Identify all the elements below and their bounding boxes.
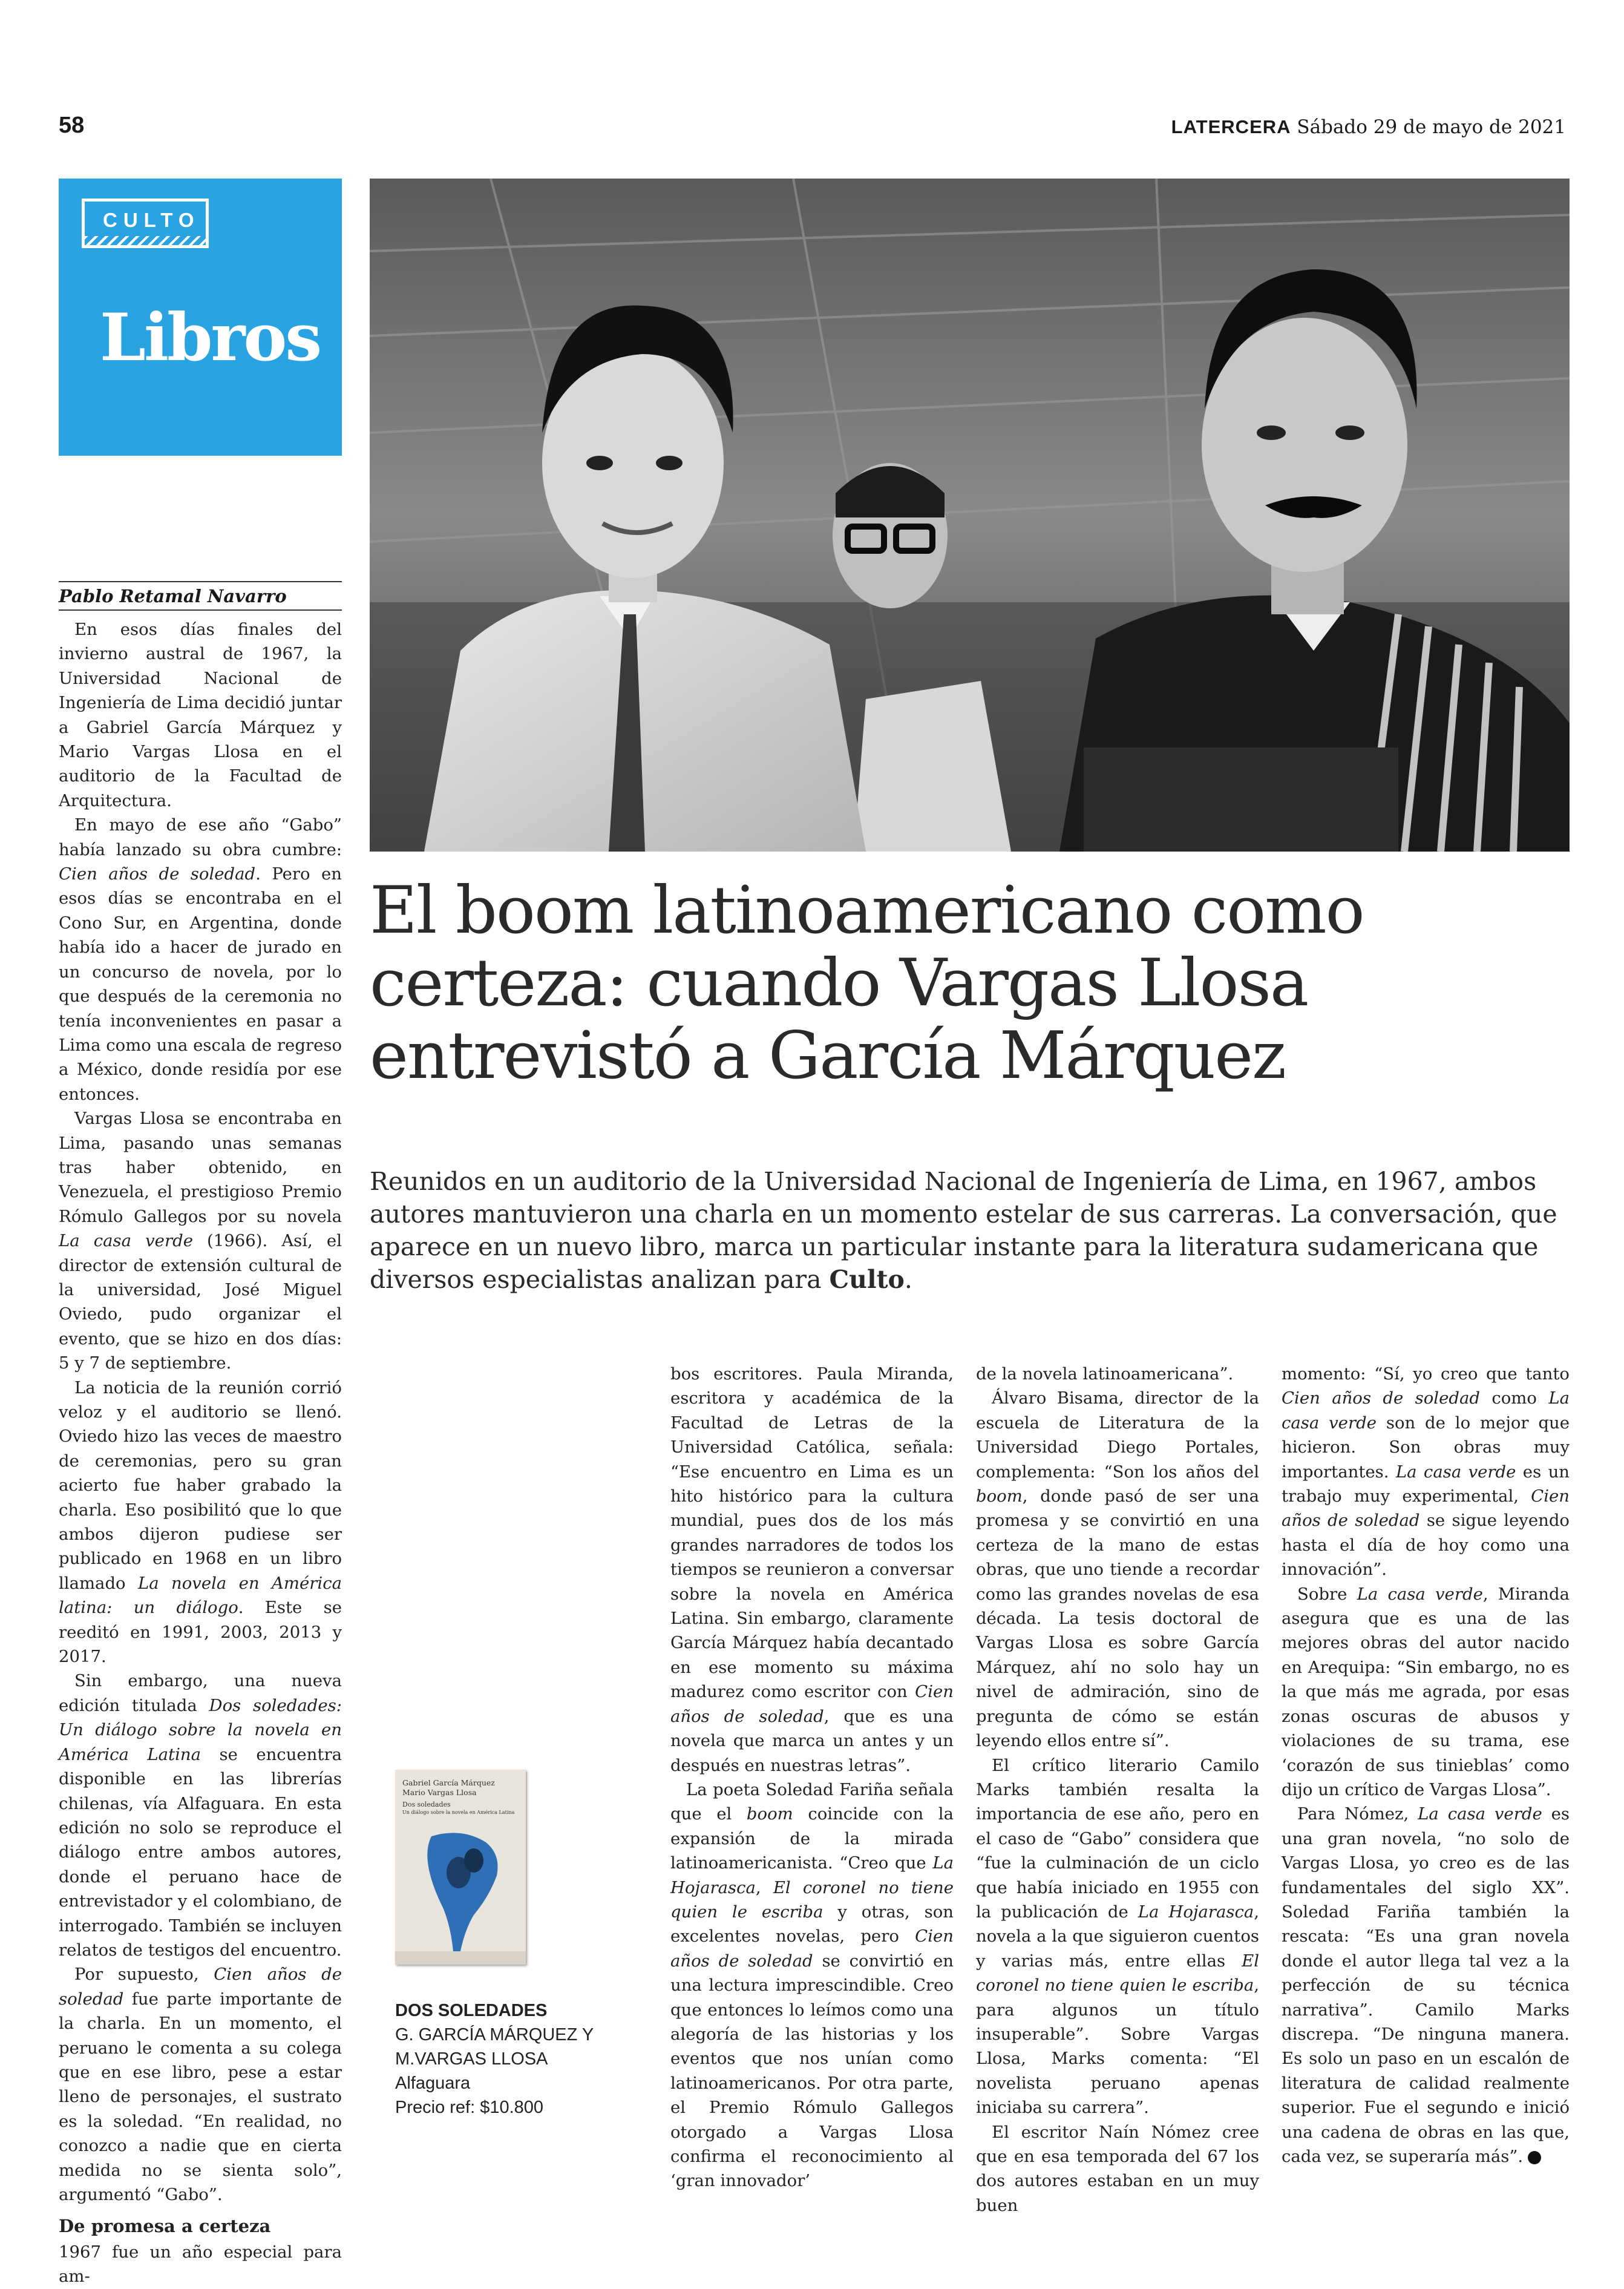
issue-date: Sábado 29 de mayo de 2021 <box>1297 116 1566 138</box>
masthead <box>1171 116 1566 138</box>
culto-logo <box>82 199 209 248</box>
culto-logo-text: CULTO <box>103 209 200 231</box>
article-lede <box>370 1165 1574 1296</box>
book-price: Precio ref: $10.800 <box>395 2098 544 2117</box>
main-photo <box>370 179 1570 852</box>
book-authors-2: M.VARGAS LLOSA <box>395 2049 548 2069</box>
byline: Pablo Retamal Navarro <box>59 581 342 606</box>
cover-author-1: Gabriel García Márquez <box>402 1778 495 1787</box>
lede-end: . <box>904 1265 912 1294</box>
cover-author-2: Mario Vargas Llosa <box>402 1788 477 1797</box>
book-cover <box>395 1770 526 1965</box>
book-publisher: Alfaguara <box>395 2074 471 2093</box>
book-authors-1: G. GARCÍA MÁRQUEZ Y <box>395 2025 594 2044</box>
subheading: De promesa a certeza <box>59 2216 271 2237</box>
section-banner <box>59 179 342 456</box>
book-info <box>395 1998 625 2120</box>
cover-map-icon <box>395 1770 526 1965</box>
byline-rule <box>59 609 342 611</box>
article-column-1: En esos días finales del invierno austral de 1967, la Universidad Nacional de Ingeniería de Lima decidió juntar a Gabriel García Márquez y Mario Vargas Llosa en el auditorio de la Facultad de Arquitectura. En mayo de ese año “Gabo” había lanzado su obra cumbre: Cien años de soledad. Pero en esos días se encontraba en el Cono Sur, en Argentina, donde había ido a hacer de jurado en un concurso de novela, por lo que después de la ceremonia no tenía inconvenientes en pasar a Lima como una escala de regreso a México, donde residía por ese entonces. Vargas Llosa se encontraba en Lima, pasando unas semanas tras haber obtenido, en Venezuela, el prestigioso Premio Rómulo Gallegos por su novela La casa verde (1966). Así, el director de extensión cultural de la universidad, José Miguel Oviedo, pudo organizar el evento, que se hizo en dos días: 5 y 7 de septiembre. La noticia de la reunión corrió veloz y el auditorio se llenó. Oviedo hizo las veces de maestro de ceremonias, pero su gran acierto fue haber grabado la charla. Eso posibilitó que lo que ambos dijeron pudiese ser publicado en 1968 en un libro llamado La novela en América latina: un diálogo. Este se reeditó en 1991, 2003, 2013 y 2017. Sin embargo, una nueva edición titulada Dos soledades: Un diálogo sobre la novela en América Latina se encuentra disponible en las librerías chilenas, vía Alfaguara. En esta edición no solo se reproduce el diálogo entre ambos autores, donde el peruano hace de entrevistador y el colombiano, de interrogado. También se incluyen relatos de testigos del encuentro. Por supuesto, Cien años de soledad fue parte importante de la charla. En un momento, el peruano le comenta a su colega que en ese libro, pese a estar lleno de personajes, el sustrato es la soledad. “En realidad, no conozco a nadie que en cierta medida no se sienta solo”, argumentó “Gabo”. De promesa a certeza 1967 fue un año especial para am- <box>59 620 342 2287</box>
article-headline: El boom latinoamericano como certeza: cuando Vargas Llosa entrevistó a García Márquez <box>370 873 1364 1094</box>
end-mark-icon <box>1528 2151 1541 2164</box>
lede-text: Reunidos en un auditorio de la Universidad Nacional de Ingeniería de Lima, en 1967, ambos autores mantuvieron una charla en un momento estelar de sus carreras. La conversación, que aparece en un nuevo libro, marca un particular instante para la literatura sudamericana que diversos especialistas analizan para <box>370 1167 1557 1294</box>
article-column-4: de la novela latinoamericana”. Álvaro Bisama, director de la escuela de Literatura de la Universidad Diego Portales, complementa: “Son los años del boom, donde pasó de ser una promesa y se convirtió en una certeza de la mano de estas obras, que uno tiende a recordar como las grandes novelas de esa década. La tesis doctoral de Vargas Llosa es sobre García Márquez, ahí no solo hay un nivel de admiración, sino de pregunta de cómo se están leyendo ellos entre sí”. El crítico literario Camilo Marks también resalta la importancia de ese año, pero en el caso de “Gabo” considera que “fue la culminación de un ciclo que había iniciado en 1955 con la publicación de La Hojarasca, novela a la que siguieron cuentos y varias más, entre ellas El coronel no tiene quien le escriba, para algunos un título insuperable”. Sobre Vargas Llosa, Marks comenta: “El novelista peruano apenas iniciaba su carrera”. El escritor Naín Nómez cree que en esa temporada del 67 los dos autores estaban en un muy buen <box>976 1364 1259 2215</box>
photo-illustration <box>370 179 1570 852</box>
newspaper-name: LATERCERA <box>1171 116 1291 137</box>
cover-title: Dos soledades <box>402 1801 451 1808</box>
book-title: DOS SOLEDADES <box>395 2001 548 2020</box>
lede-bold: Culto <box>829 1265 905 1294</box>
logo-stripe <box>82 236 209 248</box>
section-title: Libros <box>100 300 321 376</box>
page-number: 58 <box>59 113 85 138</box>
article-column-3: bos escritores. Paula Miranda, escritora y académica de la Facultad de Letras de la Universidad Católica, señala: “Ese encuentro en Lima es un hito histórico para la cultura mundial, pues dos de los más grandes narradores de todos los tiempos se reunieron a conversar sobre la novela en América Latina. Sin embargo, claramente García Márquez había decantado en ese momento su máxima madurez como escritor con Cien años de soledad, que es una novela que marca un antes y un después en nuestras letras”. La poeta Soledad Fariña señala que el boom coincide con la expansión de la mirada latinoamericanista. “Creo que La Hojarasca, El coronel no tiene quien le escriba y otras, son excelentes novelas, pero Cien años de soledad se convirtió en una lectura imprescindible. Creo que entonces lo leímos como una alegoría de las historias y los eventos que nos unían como latinoamericanos. Por otra parte, el Premio Rómulo Gallegos otorgado a Vargas Llosa confirma el reconocimiento al ‘gran innovador’ <box>670 1364 954 2191</box>
cover-subtitle: Un diálogo sobre la novela en América Latina <box>402 1810 515 1815</box>
article-column-5: momento: “Sí, yo creo que tanto Cien años de soledad como La casa verde son de lo mejor que hicieron. Son obras muy importantes. La casa verde es un trabajo muy experimental, Cien años de soledad se sigue leyendo hasta el día de hoy como una innovación”. Sobre La casa verde, Miranda asegura que es una de las mejores obras del autor nacido en Arequipa: “Sin embargo, no es la que más me agrada, por esas zonas oscuras de abusos y violaciones de su trama, ese ‘corazón de sus tinieblas’ como dijo un crítico de Vargas Llosa”. Para Nómez, La casa verde es una gran novela, “no solo de Vargas Llosa, yo creo es de las fundamentales del siglo XX”. Soledad Fariña también la rescata: “Es una gran novela donde el autor llega tal vez a la perfección de su técnica narrativa”. Camilo Marks discrepa. “De ninguna manera. Es solo un paso en un escalón de literatura de calidad realmente superior. Fue el segundo e inició una cadena de obras en las que, cada vez, se superaría más”. <box>1282 1364 1570 2166</box>
